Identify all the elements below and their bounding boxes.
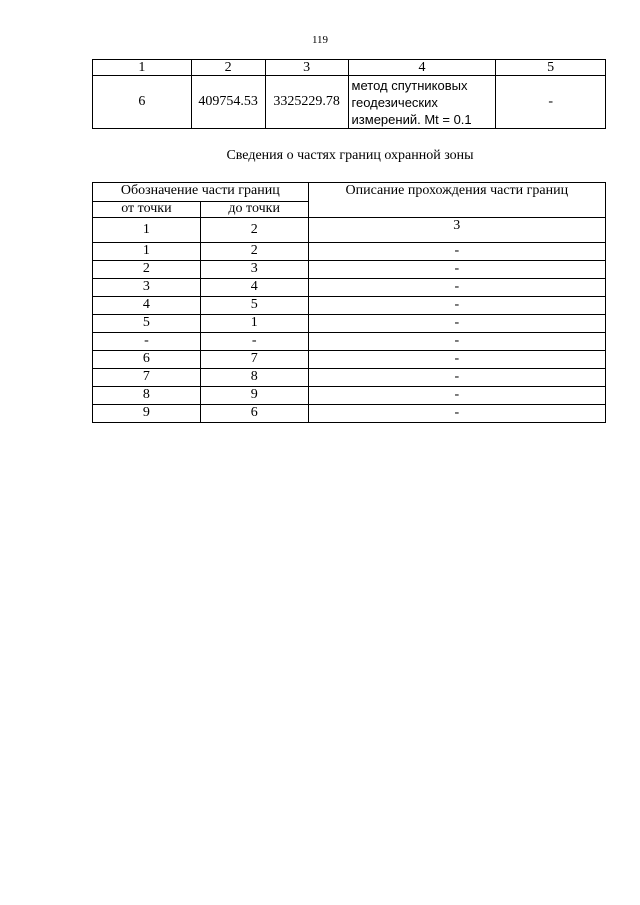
header-group: Обозначение части границ	[93, 183, 309, 202]
to-cell: 8	[200, 369, 308, 387]
from-cell: 6	[93, 351, 201, 369]
table-row	[93, 387, 606, 405]
col-number-2: 2	[191, 60, 265, 76]
table-row	[93, 297, 606, 315]
to-cell: 9	[200, 387, 308, 405]
from-cell: 4	[93, 297, 201, 315]
desc-cell: -	[308, 387, 605, 405]
table-row	[93, 279, 606, 297]
col5-cell: -	[496, 76, 606, 129]
header-to: до точки	[200, 202, 308, 218]
to-cell: 3	[200, 261, 308, 279]
table-row	[93, 76, 606, 129]
header-desc: Описание прохождения части границ	[308, 183, 605, 218]
col-number-5: 5	[496, 60, 606, 76]
desc-cell: -	[308, 297, 605, 315]
to-cell: 6	[200, 405, 308, 423]
section-title: Сведения о частях границ охранной зоны	[226, 148, 474, 163]
boundary-parts-table	[92, 182, 606, 423]
desc-cell: -	[308, 333, 605, 351]
table-row	[93, 243, 606, 261]
desc-cell: -	[308, 279, 605, 297]
table-row	[93, 351, 606, 369]
col-number-1: 1	[93, 60, 192, 76]
method-cell	[348, 76, 496, 129]
table-row	[93, 333, 606, 351]
col-number-3: 3	[265, 60, 348, 76]
column-number-row	[93, 218, 606, 243]
from-cell: -	[93, 333, 201, 351]
header-from: от точки	[93, 202, 201, 218]
from-cell: 7	[93, 369, 201, 387]
desc-cell: -	[308, 351, 605, 369]
from-cell: 1	[93, 243, 201, 261]
to-cell: 7	[200, 351, 308, 369]
to-cell: 4	[200, 279, 308, 297]
desc-cell: -	[308, 405, 605, 423]
from-cell: 2	[93, 261, 201, 279]
col-number-4: 4	[348, 60, 496, 76]
method-line: метод спутниковых	[351, 77, 468, 93]
desc-cell: -	[308, 315, 605, 333]
from-cell: 8	[93, 387, 201, 405]
from-cell: 5	[93, 315, 201, 333]
to-cell: -	[200, 333, 308, 351]
desc-cell: -	[308, 243, 605, 261]
page-number: 119	[311, 34, 329, 46]
method-line: измерений. Mt = 0.1	[351, 111, 472, 127]
table-row	[93, 369, 606, 387]
method-line: геодезических	[351, 94, 438, 110]
desc-cell: -	[308, 369, 605, 387]
point-number-cell: 6	[93, 76, 192, 129]
y-coordinate-cell: 3325229.78	[265, 76, 348, 129]
x-coordinate-cell: 409754.53	[191, 76, 265, 129]
table-row	[93, 261, 606, 279]
col-number-desc: 3	[308, 218, 605, 243]
to-cell: 1	[200, 315, 308, 333]
table-row	[93, 405, 606, 423]
from-cell: 9	[93, 405, 201, 423]
coordinates-header-row	[93, 60, 606, 76]
to-cell: 5	[200, 297, 308, 315]
to-cell: 2	[200, 243, 308, 261]
table-row	[93, 315, 606, 333]
coordinates-table	[92, 59, 606, 129]
col-number-to: 2	[200, 218, 308, 243]
col-number-from: 1	[93, 218, 201, 243]
from-cell: 3	[93, 279, 201, 297]
header-row	[93, 183, 606, 202]
desc-cell: -	[308, 261, 605, 279]
